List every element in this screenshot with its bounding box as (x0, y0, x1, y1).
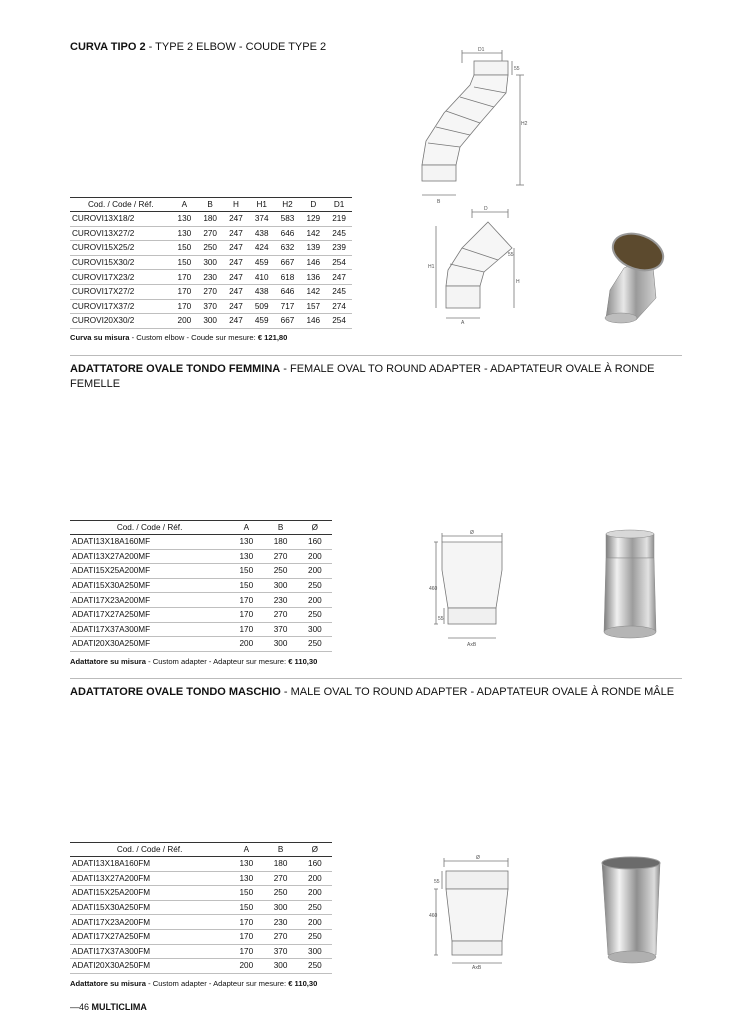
value-cell: 130 (229, 535, 263, 550)
code-cell: ADATI15X25A200MF (70, 564, 229, 579)
table-row (70, 857, 332, 872)
value-cell: 200 (229, 637, 263, 652)
value-cell: 247 (223, 212, 249, 227)
value-cell: 170 (229, 622, 263, 637)
code-cell: ADATI17X37A300MF (70, 622, 229, 637)
elbow-type2-diagram (420, 45, 540, 205)
table-row (70, 549, 332, 564)
value-cell: 300 (197, 314, 223, 329)
value-cell: 219 (326, 212, 352, 227)
table-row (70, 299, 352, 314)
table-row (70, 929, 332, 944)
value-cell: 150 (229, 900, 263, 915)
value-cell: 250 (298, 929, 332, 944)
page-number: —46 (70, 1002, 90, 1012)
code-cell: ADATI17X27A250MF (70, 607, 229, 622)
value-cell: 274 (326, 299, 352, 314)
column-header: D1 (326, 198, 352, 212)
value-cell: 150 (229, 578, 263, 593)
column-header: Cod. / Code / Réf. (70, 198, 171, 212)
label-55: 55 (438, 616, 444, 622)
table-header-row (70, 843, 332, 857)
note-bold: Adattatore su misura (70, 657, 146, 666)
value-cell: 157 (300, 299, 326, 314)
value-cell: 130 (171, 212, 197, 227)
label-diameter: Ø (470, 530, 474, 536)
section2-title-bold: ADATTATORE OVALE TONDO FEMMINA (70, 363, 281, 375)
label-axb: AxB (472, 965, 482, 971)
value-cell: 250 (298, 578, 332, 593)
male-adapter-diagram (430, 855, 520, 973)
note-rest: - Custom adapter - Adapteur sur mesure: (145, 657, 289, 666)
label-h: H (516, 279, 520, 285)
value-cell: 142 (300, 284, 326, 299)
section2-title-line2: FEMELLE (70, 378, 121, 390)
value-cell: 300 (263, 900, 297, 915)
table-row (70, 871, 332, 886)
value-cell: 247 (223, 241, 249, 256)
value-cell: 247 (223, 226, 249, 241)
value-cell: 250 (263, 564, 297, 579)
value-cell: 170 (229, 929, 263, 944)
value-cell: 270 (263, 929, 297, 944)
value-cell: 424 (249, 241, 275, 256)
value-cell: 254 (326, 255, 352, 270)
value-cell: 438 (249, 226, 275, 241)
value-cell: 300 (263, 637, 297, 652)
male-adapter-photo (598, 855, 664, 975)
table-row (70, 226, 352, 241)
value-cell: 646 (275, 284, 301, 299)
value-cell: 717 (275, 299, 301, 314)
note-price: € 121,80 (257, 333, 288, 342)
value-cell: 150 (229, 886, 263, 901)
column-header: Ø (298, 843, 332, 857)
label-d: D (484, 206, 488, 212)
table-row (70, 886, 332, 901)
value-cell: 247 (223, 255, 249, 270)
table-row (70, 284, 352, 299)
value-cell: 200 (298, 593, 332, 608)
table-row (70, 564, 332, 579)
label-55: 55 (434, 879, 440, 885)
code-cell: ADATI17X23A200FM (70, 915, 229, 930)
code-cell: CUROVI13X18/2 (70, 212, 171, 227)
value-cell: 370 (263, 944, 297, 959)
value-cell: 170 (171, 284, 197, 299)
note-bold: Adattatore su misura (70, 979, 146, 988)
label-55b: 55 (508, 252, 514, 258)
value-cell: 146 (300, 314, 326, 329)
table-row (70, 314, 352, 329)
elbow-photo (596, 228, 666, 328)
value-cell: 300 (298, 944, 332, 959)
column-header: Ø (298, 521, 332, 535)
value-cell: 139 (300, 241, 326, 256)
value-cell: 170 (171, 299, 197, 314)
section3-title (70, 685, 710, 700)
table-row (70, 622, 332, 637)
value-cell: 136 (300, 270, 326, 285)
code-cell: ADATI17X23A200MF (70, 593, 229, 608)
table-row (70, 241, 352, 256)
value-cell: 300 (197, 255, 223, 270)
value-cell: 438 (249, 284, 275, 299)
table-row (70, 959, 332, 974)
code-cell: ADATI15X30A250FM (70, 900, 229, 915)
section2-title (70, 362, 682, 392)
code-cell: CUROVI15X25/2 (70, 241, 171, 256)
value-cell: 200 (171, 314, 197, 329)
code-cell: ADATI13X27A200FM (70, 871, 229, 886)
section3-table (70, 842, 332, 974)
value-cell: 180 (263, 535, 297, 550)
code-cell: CUROVI17X37/2 (70, 299, 171, 314)
value-cell: 247 (223, 284, 249, 299)
section1-title-rest: - TYPE 2 ELBOW - COUDE TYPE 2 (145, 41, 327, 53)
label-h1: H1 (428, 264, 435, 270)
value-cell: 239 (326, 241, 352, 256)
label-height: 460 (429, 586, 438, 592)
value-cell: 370 (263, 622, 297, 637)
code-cell: CUROVI13X27/2 (70, 226, 171, 241)
value-cell: 200 (229, 959, 263, 974)
value-cell: 200 (298, 871, 332, 886)
value-cell: 170 (229, 915, 263, 930)
value-cell: 459 (249, 314, 275, 329)
table-row (70, 593, 332, 608)
value-cell: 230 (263, 593, 297, 608)
value-cell: 250 (298, 637, 332, 652)
value-cell: 130 (229, 857, 263, 872)
value-cell: 130 (229, 871, 263, 886)
value-cell: 170 (171, 270, 197, 285)
value-cell: 300 (298, 622, 332, 637)
code-cell: ADATI13X18A160FM (70, 857, 229, 872)
column-header: A (171, 198, 197, 212)
table-row (70, 270, 352, 285)
table-row (70, 915, 332, 930)
section3-title-bold: ADATTATORE OVALE TONDO MASCHIO (70, 686, 281, 698)
code-cell: CUROVI17X23/2 (70, 270, 171, 285)
value-cell: 667 (275, 314, 301, 329)
column-header: B (263, 843, 297, 857)
value-cell: 146 (300, 255, 326, 270)
note-bold: Curva su misura (70, 333, 130, 342)
divider (70, 678, 682, 679)
value-cell: 270 (197, 284, 223, 299)
code-cell: ADATI13X27A200MF (70, 549, 229, 564)
value-cell: 200 (298, 564, 332, 579)
table-row (70, 212, 352, 227)
value-cell: 150 (229, 564, 263, 579)
code-cell: CUROVI20X30/2 (70, 314, 171, 329)
value-cell: 618 (275, 270, 301, 285)
value-cell: 270 (263, 607, 297, 622)
value-cell: 142 (300, 226, 326, 241)
value-cell: 250 (298, 959, 332, 974)
note-price: € 110,30 (288, 979, 318, 988)
value-cell: 667 (275, 255, 301, 270)
label-axb: AxB (467, 642, 477, 648)
value-cell: 245 (326, 226, 352, 241)
table-header-row (70, 198, 352, 212)
code-cell: ADATI20X30A250FM (70, 959, 229, 974)
table-row (70, 255, 352, 270)
section1-table (70, 197, 352, 329)
value-cell: 150 (171, 241, 197, 256)
code-cell: ADATI17X27A250FM (70, 929, 229, 944)
elbow-45-diagram (428, 208, 528, 326)
value-cell: 254 (326, 314, 352, 329)
code-cell: ADATI17X37A300FM (70, 944, 229, 959)
value-cell: 180 (197, 212, 223, 227)
table-row (70, 607, 332, 622)
value-cell: 230 (263, 915, 297, 930)
value-cell: 250 (298, 900, 332, 915)
value-cell: 583 (275, 212, 301, 227)
value-cell: 459 (249, 255, 275, 270)
value-cell: 200 (298, 915, 332, 930)
column-header: B (197, 198, 223, 212)
section1-title-bold: CURVA TIPO 2 (70, 41, 146, 53)
value-cell: 247 (326, 270, 352, 285)
value-cell: 170 (229, 593, 263, 608)
code-cell: ADATI13X18A160MF (70, 535, 229, 550)
note-rest: - Custom elbow - Coude sur mesure: (129, 333, 258, 342)
value-cell: 247 (223, 314, 249, 329)
section1-note (70, 333, 287, 342)
value-cell: 247 (223, 299, 249, 314)
column-header: H2 (275, 198, 301, 212)
value-cell: 170 (229, 944, 263, 959)
value-cell: 180 (263, 857, 297, 872)
value-cell: 200 (298, 549, 332, 564)
value-cell: 300 (263, 578, 297, 593)
value-cell: 130 (171, 226, 197, 241)
table-row (70, 900, 332, 915)
female-adapter-photo (598, 528, 662, 646)
value-cell: 150 (171, 255, 197, 270)
column-header: H1 (249, 198, 275, 212)
divider (70, 355, 682, 356)
table-row (70, 944, 332, 959)
section1-title (70, 40, 326, 55)
value-cell: 410 (249, 270, 275, 285)
code-cell: CUROVI17X27/2 (70, 284, 171, 299)
value-cell: 250 (197, 241, 223, 256)
code-cell: CUROVI15X30/2 (70, 255, 171, 270)
table-row (70, 535, 332, 550)
value-cell: 247 (223, 270, 249, 285)
value-cell: 646 (275, 226, 301, 241)
column-header: A (229, 521, 263, 535)
section2-title-rest: - FEMALE OVAL TO ROUND ADAPTER - ADAPTATEUR OVALE À RONDE (280, 363, 655, 375)
value-cell: 370 (197, 299, 223, 314)
value-cell: 160 (298, 535, 332, 550)
value-cell: 270 (263, 549, 297, 564)
label-b: B (437, 199, 441, 205)
brand-name: MULTICLIMA (91, 1002, 147, 1012)
value-cell: 200 (298, 886, 332, 901)
value-cell: 129 (300, 212, 326, 227)
section3-note (70, 979, 317, 988)
value-cell: 374 (249, 212, 275, 227)
label-d1: D1 (478, 47, 485, 53)
label-diameter: Ø (476, 855, 480, 861)
value-cell: 250 (298, 607, 332, 622)
section3-title-rest: - MALE OVAL TO ROUND ADAPTER - ADAPTATEUR OVALE À RONDE MÂLE (280, 686, 675, 698)
table-row (70, 578, 332, 593)
value-cell: 300 (263, 959, 297, 974)
label-height: 460 (429, 913, 438, 919)
column-header: Cod. / Code / Réf. (70, 521, 229, 535)
column-header: A (229, 843, 263, 857)
value-cell: 270 (197, 226, 223, 241)
table-row (70, 637, 332, 652)
value-cell: 632 (275, 241, 301, 256)
value-cell: 245 (326, 284, 352, 299)
code-cell: ADATI20X30A250MF (70, 637, 229, 652)
section2-table (70, 520, 332, 652)
value-cell: 170 (229, 607, 263, 622)
code-cell: ADATI15X30A250MF (70, 578, 229, 593)
table-header-row (70, 521, 332, 535)
column-header: H (223, 198, 249, 212)
column-header: B (263, 521, 297, 535)
note-price: € 110,30 (288, 657, 318, 666)
value-cell: 250 (263, 886, 297, 901)
section2-note (70, 657, 317, 666)
value-cell: 270 (263, 871, 297, 886)
value-cell: 509 (249, 299, 275, 314)
label-a: A (461, 320, 465, 326)
label-55: 55 (514, 66, 520, 72)
value-cell: 130 (229, 549, 263, 564)
page-footer (70, 1002, 147, 1012)
label-h2: H2 (521, 121, 528, 127)
value-cell: 160 (298, 857, 332, 872)
value-cell: 230 (197, 270, 223, 285)
female-adapter-diagram (430, 528, 520, 650)
column-header: Cod. / Code / Réf. (70, 843, 229, 857)
note-rest: - Custom adapter - Adapteur sur mesure: (145, 979, 289, 988)
column-header: D (300, 198, 326, 212)
code-cell: ADATI15X25A200FM (70, 886, 229, 901)
